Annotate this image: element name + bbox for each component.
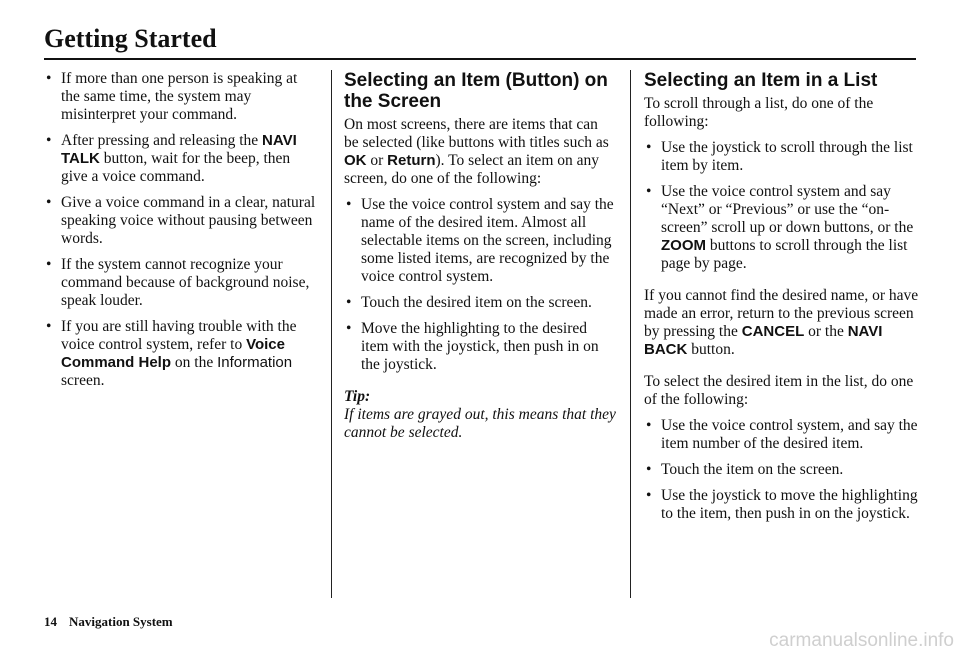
list-item: • Give a voice command in a clear, natural speaking voice without pausing between words. <box>44 194 320 248</box>
page-title: Getting Started <box>44 24 217 53</box>
title-rule <box>44 58 916 60</box>
select-paragraph: To select the desired item in the list, do one of the following: <box>644 373 914 408</box>
tips-list <box>44 70 320 390</box>
ok-label: OK <box>344 152 367 169</box>
zoom-label: ZOOM <box>661 237 706 254</box>
navi-talk-label: NAVI TALK <box>61 132 297 167</box>
list-item: • Touch the desired item on the screen. <box>344 294 616 312</box>
list-item: • Use the joystick to move the highlighting to the item, then push in on the joystick. <box>644 487 920 523</box>
return-label: Return <box>387 152 436 169</box>
column-divider-1 <box>331 70 332 598</box>
cancel-paragraph: If you cannot find the desired name, or have made an error, return to the previous screen by pressing the CANCEL or the NAVI BACK button. <box>644 287 919 358</box>
column-divider-2 <box>630 70 631 598</box>
voice-command-help-label: Voice Command Help <box>61 336 285 371</box>
navi-back-label: NAVI BACK <box>644 323 883 358</box>
information-label: Information <box>217 354 293 371</box>
scroll-list <box>644 139 920 273</box>
list-item: • Move the highlighting to the desired item with the joystick, then push in on the joystick. <box>344 320 616 374</box>
list-item: • Touch the item on the screen. <box>644 461 920 479</box>
footer-section: Navigation System <box>69 614 173 629</box>
list-item: • Use the voice control system and say “Next” or “Previous” or use the “on-screen” scroll up or down buttons, or the ZOOM buttons to scroll through the list page by page. <box>644 183 920 273</box>
list-item: • After pressing and releasing the NAVI TALK button, wait for the beep, then give a voice command. <box>44 132 320 186</box>
intro-paragraph: To scroll through a list, do one of the following: <box>644 95 874 130</box>
list-item: • If more than one person is speaking at the same time, the system may misinterpret your command. <box>44 70 320 124</box>
page-number: 14 <box>44 614 57 629</box>
tip <box>344 388 616 442</box>
tip-text: If items are grayed out, this means that they cannot be selected. <box>344 406 616 441</box>
page-footer <box>44 614 173 630</box>
select-list <box>644 417 920 523</box>
list-item: • If you are still having trouble with the voice control system, refer to Voice Command Help on the Information screen. <box>44 318 320 390</box>
section-heading: Selecting an Item (Button) on the Screen <box>344 70 608 112</box>
watermark: carmanualsonline.info <box>769 630 954 651</box>
select-item-list <box>344 196 616 374</box>
tip-label: Tip: <box>344 388 371 405</box>
section-heading: Selecting an Item in a List <box>644 70 878 91</box>
list-item: • Use the joystick to scroll through the list item by item. <box>644 139 920 175</box>
column-1 <box>44 70 320 398</box>
list-item: • Use the voice control system and say the name of the desired item. Almost all selectable items on the screen, including some listed items, are recognized by the voice control system. <box>344 196 616 286</box>
list-item: • Use the voice control system, and say the item number of the desired item. <box>644 417 920 453</box>
list-item: • If the system cannot recognize your command because of background noise, speak louder. <box>44 256 320 310</box>
cancel-label: CANCEL <box>741 323 805 340</box>
column-2 <box>344 70 616 442</box>
column-3 <box>644 70 920 531</box>
intro-paragraph: On most screens, there are items that can be selected (like buttons with titles such as OK or Return). To select an item on any screen, do one of the following: <box>344 116 609 187</box>
